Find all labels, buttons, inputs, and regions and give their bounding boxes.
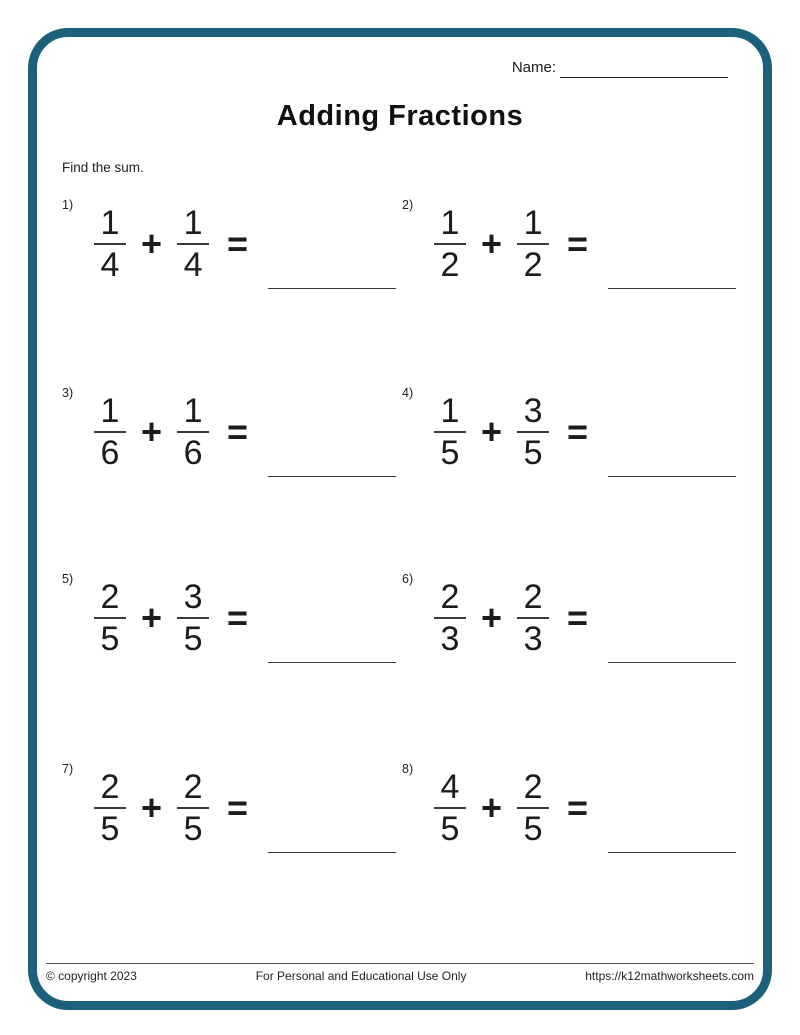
equation <box>88 393 396 471</box>
name-blank-line[interactable] <box>560 58 728 78</box>
numerator: 1 <box>183 204 203 242</box>
denominator: 2 <box>440 246 460 284</box>
problem-number: 3) <box>62 386 74 400</box>
answer-blank[interactable] <box>608 279 736 289</box>
problems-grid <box>62 196 752 948</box>
numerator: 1 <box>440 204 460 242</box>
fraction-bar <box>177 807 209 809</box>
copyright-text: © copyright 2023 <box>46 969 137 983</box>
numerator: 3 <box>183 578 203 616</box>
problem-3 <box>62 384 402 570</box>
fraction-bar <box>517 431 549 433</box>
fraction-bar <box>517 617 549 619</box>
problem-1 <box>62 196 402 384</box>
numerator: 2 <box>523 578 543 616</box>
plus-sign: + <box>141 223 163 264</box>
numerator: 4 <box>440 768 460 806</box>
answer-blank[interactable] <box>268 279 396 289</box>
numerator: 2 <box>100 578 120 616</box>
denominator: 6 <box>100 434 120 472</box>
fraction-2 <box>511 579 555 657</box>
answer-blank[interactable] <box>268 467 396 477</box>
problem-number: 1) <box>62 198 74 212</box>
fraction-2 <box>171 769 215 847</box>
problem-number: 5) <box>62 572 74 586</box>
denominator: 6 <box>183 434 203 472</box>
numerator: 2 <box>183 768 203 806</box>
fraction-bar <box>434 617 466 619</box>
instruction-text: Find the sum. <box>62 160 144 175</box>
denominator: 4 <box>183 246 203 284</box>
numerator: 1 <box>183 392 203 430</box>
problem-4 <box>402 384 742 570</box>
equals-sign: = <box>567 597 589 638</box>
equation <box>428 769 736 847</box>
fraction-bar <box>177 431 209 433</box>
fraction-1 <box>428 393 472 471</box>
equals-sign: = <box>567 223 589 264</box>
equals-sign: = <box>567 411 589 452</box>
denominator: 2 <box>523 246 543 284</box>
denominator: 5 <box>183 810 203 848</box>
answer-blank[interactable] <box>608 467 736 477</box>
numerator: 2 <box>440 578 460 616</box>
equation <box>428 579 736 657</box>
website-url[interactable]: https://k12mathworksheets.com <box>585 969 754 983</box>
numerator: 2 <box>100 768 120 806</box>
equation <box>88 579 396 657</box>
problem-number: 2) <box>402 198 414 212</box>
fraction-bar <box>94 807 126 809</box>
denominator: 5 <box>183 620 203 658</box>
numerator: 2 <box>523 768 543 806</box>
numerator: 1 <box>100 204 120 242</box>
numerator: 1 <box>100 392 120 430</box>
fraction-1 <box>428 769 472 847</box>
fraction-1 <box>428 579 472 657</box>
equals-sign: = <box>227 787 249 828</box>
equation <box>428 205 736 283</box>
problem-number: 6) <box>402 572 414 586</box>
denominator: 3 <box>440 620 460 658</box>
problem-number: 4) <box>402 386 414 400</box>
problem-2 <box>402 196 742 384</box>
denominator: 5 <box>100 810 120 848</box>
fraction-bar <box>94 243 126 245</box>
denominator: 4 <box>100 246 120 284</box>
problem-8 <box>402 760 742 948</box>
equation <box>428 393 736 471</box>
plus-sign: + <box>141 787 163 828</box>
plus-sign: + <box>481 597 503 638</box>
footer <box>46 963 754 983</box>
equation <box>88 769 396 847</box>
numerator: 1 <box>523 204 543 242</box>
fraction-1 <box>88 393 132 471</box>
name-label: Name: <box>511 59 556 76</box>
fraction-bar <box>177 243 209 245</box>
equals-sign: = <box>227 597 249 638</box>
fraction-bar <box>434 431 466 433</box>
denominator: 5 <box>100 620 120 658</box>
fraction-bar <box>94 431 126 433</box>
problem-6 <box>402 570 742 760</box>
answer-blank[interactable] <box>608 653 736 663</box>
denominator: 5 <box>440 810 460 848</box>
plus-sign: + <box>481 787 503 828</box>
plus-sign: + <box>481 411 503 452</box>
answer-blank[interactable] <box>268 653 396 663</box>
problem-number: 7) <box>62 762 74 776</box>
fraction-1 <box>88 205 132 283</box>
fraction-2 <box>511 769 555 847</box>
fraction-2 <box>511 205 555 283</box>
fraction-2 <box>171 205 215 283</box>
fraction-2 <box>171 579 215 657</box>
fraction-bar <box>177 617 209 619</box>
fraction-2 <box>171 393 215 471</box>
denominator: 5 <box>523 434 543 472</box>
plus-sign: + <box>481 223 503 264</box>
fraction-bar <box>434 243 466 245</box>
answer-blank[interactable] <box>608 843 736 853</box>
denominator: 5 <box>440 434 460 472</box>
page-title: Adding Fractions <box>276 100 524 132</box>
denominator: 3 <box>523 620 543 658</box>
fraction-bar <box>434 807 466 809</box>
plus-sign: + <box>141 411 163 452</box>
denominator: 5 <box>523 810 543 848</box>
problem-5 <box>62 570 402 760</box>
equals-sign: = <box>227 223 249 264</box>
equation <box>88 205 396 283</box>
fraction-bar <box>517 243 549 245</box>
plus-sign: + <box>141 597 163 638</box>
fraction-1 <box>88 579 132 657</box>
name-row <box>512 58 728 78</box>
fraction-bar <box>517 807 549 809</box>
equals-sign: = <box>567 787 589 828</box>
problem-number: 8) <box>402 762 414 776</box>
numerator: 1 <box>440 392 460 430</box>
fraction-1 <box>88 769 132 847</box>
fraction-1 <box>428 205 472 283</box>
numerator: 3 <box>523 392 543 430</box>
fraction-bar <box>94 617 126 619</box>
usage-text: For Personal and Educational Use Only <box>255 969 467 983</box>
answer-blank[interactable] <box>268 843 396 853</box>
fraction-2 <box>511 393 555 471</box>
problem-7 <box>62 760 402 948</box>
equals-sign: = <box>227 411 249 452</box>
